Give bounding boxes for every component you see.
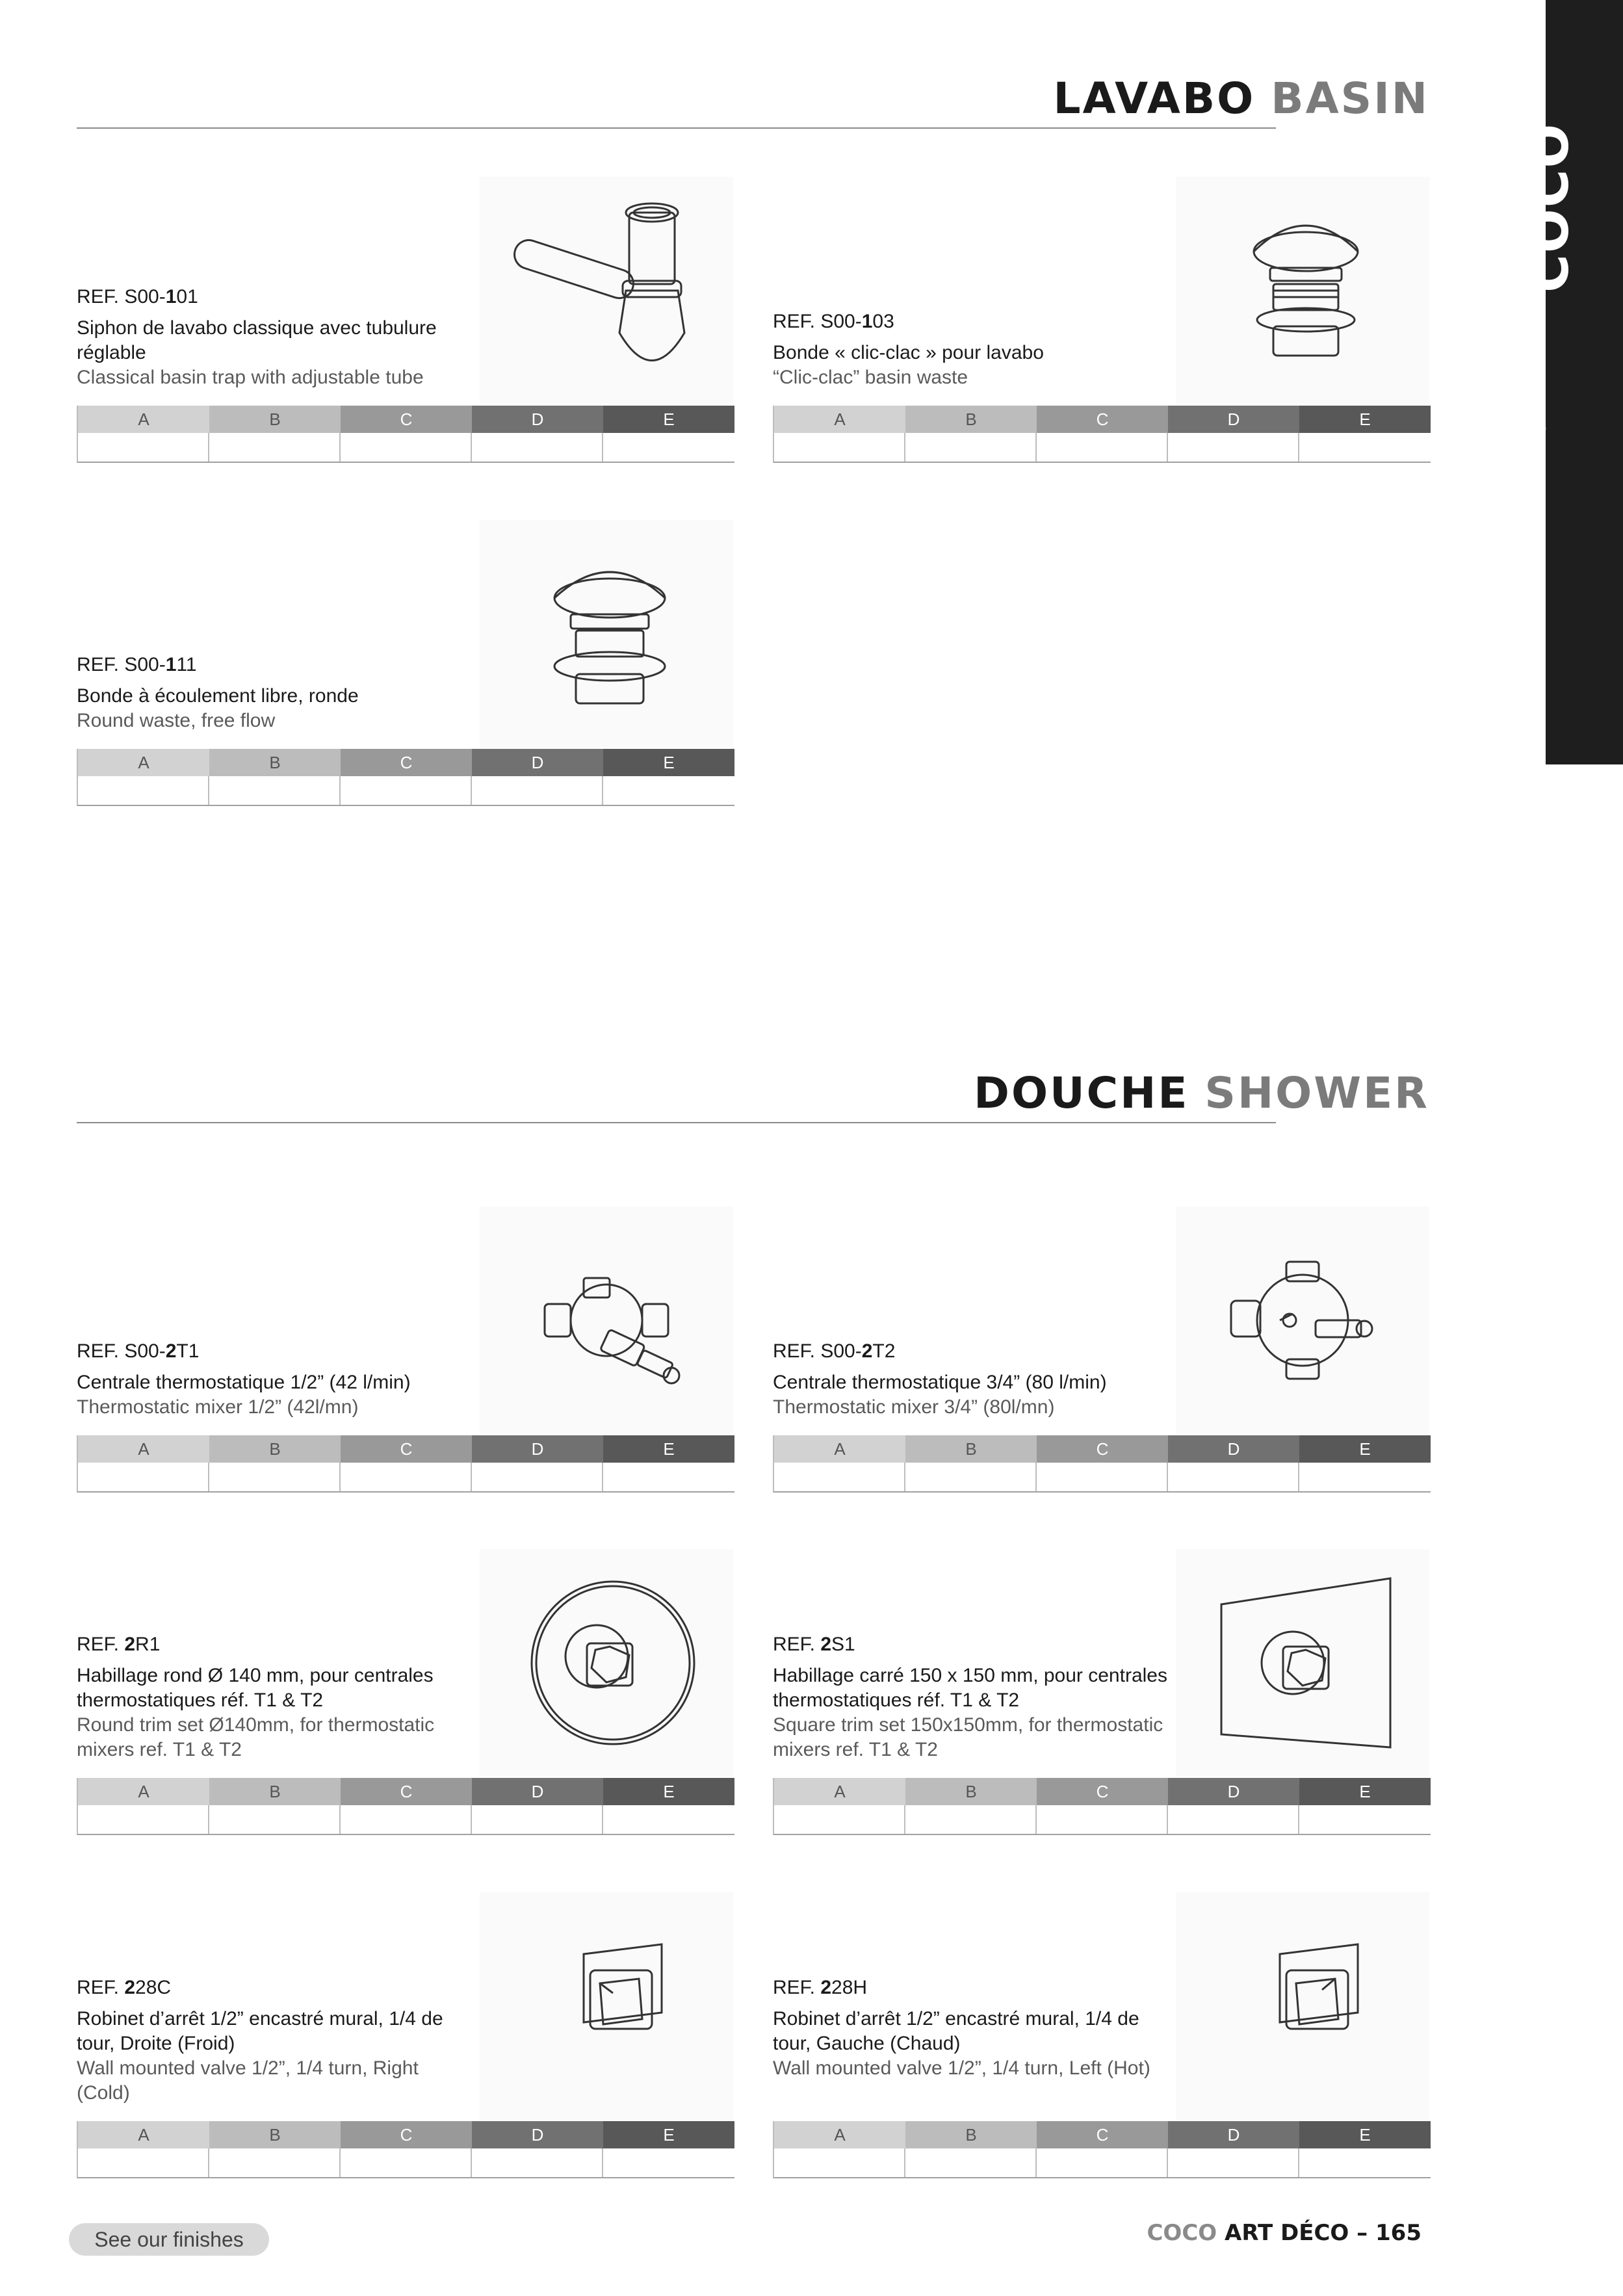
- finish-cell: [905, 1805, 1037, 1834]
- product-description-fr: Robinet d’arrêt 1/2” encastré mural, 1/4 de tour, Gauche (Chaud): [773, 2008, 1139, 2054]
- finish-table: [773, 1435, 1431, 1493]
- product-card: [77, 1207, 733, 1499]
- finish-header-a: A: [78, 1778, 209, 1805]
- finish-cell: [774, 2148, 905, 2177]
- finish-cell: [1299, 1805, 1431, 1834]
- finish-cell: [209, 1805, 341, 1834]
- product-ref: REF. 2R1: [77, 1634, 161, 1655]
- finish-header-c: C: [1037, 1778, 1168, 1805]
- finish-header-b: B: [209, 406, 341, 433]
- finish-cell: [603, 1463, 734, 1491]
- finish-table: [77, 2121, 734, 2178]
- finish-header-b: B: [905, 406, 1037, 433]
- finish-table: [773, 406, 1431, 463]
- finish-cell: [341, 433, 472, 462]
- section-title-basin: [1054, 73, 1429, 125]
- product-image: [1176, 1207, 1429, 1434]
- finish-header-d: D: [472, 1778, 603, 1805]
- finish-header-e: E: [603, 749, 734, 776]
- product-card: [773, 1207, 1429, 1499]
- finish-header-d: D: [1168, 1435, 1299, 1463]
- finish-cell: [78, 1463, 209, 1491]
- finish-cell: [1037, 1463, 1168, 1491]
- finish-table: [773, 2121, 1431, 2178]
- finish-header-e: E: [1299, 1778, 1431, 1805]
- product-description-en: Thermostatic mixer 3/4” (80l/mn): [773, 1396, 1055, 1418]
- finish-header-c: C: [1037, 406, 1168, 433]
- finish-cell: [905, 2148, 1037, 2177]
- product-image: [480, 177, 733, 404]
- section-rule-shower: [77, 1122, 1276, 1123]
- finish-header-a: A: [774, 1435, 905, 1463]
- finish-header-a: A: [774, 406, 905, 433]
- product-card: [773, 1892, 1429, 2185]
- finish-header-d: D: [472, 749, 603, 776]
- product-ref: REF. S00-111: [77, 654, 197, 675]
- product-description-fr: Siphon de lavabo classique avec tubulure réglable: [77, 317, 437, 363]
- footer-brand: COCO: [1147, 2220, 1217, 2246]
- section-title-shower-fr: DOUCHE: [974, 1068, 1189, 1118]
- product-image: [480, 1549, 733, 1777]
- finish-header-e: E: [603, 1778, 734, 1805]
- finish-cell: [603, 2148, 734, 2177]
- finish-header-e: E: [1299, 406, 1431, 433]
- finish-table: [77, 1435, 734, 1493]
- product-card: [77, 1892, 733, 2185]
- product-image: [1176, 177, 1429, 404]
- finish-cell: [1299, 433, 1431, 462]
- footer-page-label: ART DÉCO – 165: [1217, 2220, 1422, 2246]
- product-ref: REF. S00-2T2: [773, 1340, 896, 1362]
- finish-cell: [1299, 2148, 1431, 2177]
- finish-cell: [209, 2148, 341, 2177]
- square-trim-icon: [1195, 1565, 1410, 1760]
- product-description-en: Round waste, free flow: [77, 710, 276, 731]
- finish-cell: [774, 433, 905, 462]
- finish-cell: [1037, 1805, 1168, 1834]
- side-tab-brand: COCO: [1520, 122, 1580, 293]
- finish-header-d: D: [1168, 406, 1299, 433]
- finish-header-c: C: [341, 2121, 472, 2148]
- wall-valve-left-icon: [1195, 1909, 1410, 2104]
- finish-cell: [78, 2148, 209, 2177]
- finish-cell: [78, 776, 209, 805]
- finish-header-b: B: [209, 749, 341, 776]
- finish-cell: [472, 1805, 603, 1834]
- section-title-shower: [974, 1067, 1429, 1119]
- finish-cell: [1299, 1463, 1431, 1491]
- product-image: [480, 520, 733, 748]
- product-card: [773, 1549, 1429, 1842]
- finish-cell: [341, 1805, 472, 1834]
- finish-header-d: D: [472, 2121, 603, 2148]
- finish-header-a: A: [774, 1778, 905, 1805]
- finish-cell: [472, 2148, 603, 2177]
- side-tab: [1546, 0, 1623, 764]
- finish-cell: [603, 776, 734, 805]
- product-card: [77, 177, 733, 469]
- finish-header-e: E: [603, 406, 734, 433]
- product-ref: REF. S00-101: [77, 286, 198, 307]
- product-description-fr: Habillage rond Ø 140 mm, pour centrales thermostatiques réf. T1 & T2: [77, 1665, 434, 1711]
- finish-cell: [1168, 1463, 1299, 1491]
- side-tab-category: ROBINETTERIE: [1531, 312, 1550, 449]
- finish-header-b: B: [905, 1778, 1037, 1805]
- product-ref: REF. 228C: [77, 1977, 172, 1998]
- product-description-en: Square trim set 150x150mm, for thermostatic mixers ref. T1 & T2: [773, 1714, 1163, 1760]
- finish-header-d: D: [472, 406, 603, 433]
- finish-header-a: A: [78, 2121, 209, 2148]
- finish-header-e: E: [603, 1435, 734, 1463]
- finish-table: [773, 1778, 1431, 1835]
- product-image: [1176, 1892, 1429, 2120]
- finish-cell: [603, 1805, 734, 1834]
- finish-cell: [209, 433, 341, 462]
- finish-header-e: E: [1299, 1435, 1431, 1463]
- product-description-fr: Centrale thermostatique 3/4” (80 l/min): [773, 1372, 1107, 1393]
- product-description-fr: Centrale thermostatique 1/2” (42 l/min): [77, 1372, 411, 1393]
- product-ref: REF. S00-2T1: [77, 1340, 200, 1362]
- finish-cell: [341, 1463, 472, 1491]
- finish-table: [77, 749, 734, 806]
- product-description-fr: Robinet d’arrêt 1/2” encastré mural, 1/4 de tour, Droite (Froid): [77, 2008, 443, 2054]
- finish-header-b: B: [209, 1435, 341, 1463]
- finish-cell: [1168, 1805, 1299, 1834]
- section-rule-basin: [77, 127, 1276, 129]
- finish-cell: [472, 433, 603, 462]
- finish-table: [77, 406, 734, 463]
- see-finishes-button[interactable]: See our finishes: [69, 2223, 269, 2256]
- finish-header-c: C: [341, 406, 472, 433]
- finish-cell: [209, 1463, 341, 1491]
- finish-cell: [774, 1805, 905, 1834]
- finish-header-c: C: [341, 1435, 472, 1463]
- product-card: [77, 520, 733, 813]
- product-description-en: Classical basin trap with adjustable tube: [77, 367, 424, 388]
- finish-table: [77, 1778, 734, 1835]
- finish-header-d: D: [1168, 2121, 1299, 2148]
- finish-cell: [1037, 2148, 1168, 2177]
- finish-header-b: B: [209, 2121, 341, 2148]
- product-ref: REF. 228H: [773, 1977, 868, 1998]
- round-trim-icon: [499, 1565, 714, 1760]
- finish-header-d: D: [472, 1435, 603, 1463]
- section-title-basin-en: BASIN: [1271, 73, 1429, 124]
- finish-cell: [905, 433, 1037, 462]
- finish-header-e: E: [603, 2121, 734, 2148]
- product-description-en: Wall mounted valve 1/2”, 1/4 turn, Right (Cold): [77, 2057, 419, 2104]
- click-clack-waste-icon: [1195, 193, 1410, 388]
- finish-header-d: D: [1168, 1778, 1299, 1805]
- product-image: [1176, 1549, 1429, 1777]
- finish-cell: [341, 2148, 472, 2177]
- product-description-fr: Bonde à écoulement libre, ronde: [77, 685, 359, 707]
- product-description-en: “Clic-clac” basin waste: [773, 367, 968, 388]
- finish-cell: [209, 776, 341, 805]
- basin-trap-icon: [499, 193, 714, 388]
- product-card: [773, 177, 1429, 469]
- product-description-en: Thermostatic mixer 1/2” (42l/mn): [77, 1396, 359, 1418]
- product-description-en: Round trim set Ø140mm, for thermostatic mixers ref. T1 & T2: [77, 1714, 435, 1760]
- finish-header-b: B: [905, 2121, 1037, 2148]
- product-ref: REF. S00-103: [773, 311, 894, 332]
- finish-header-c: C: [1037, 1435, 1168, 1463]
- wall-valve-right-icon: [499, 1909, 714, 2104]
- product-image: [480, 1207, 733, 1434]
- finish-header-a: A: [78, 406, 209, 433]
- finish-header-a: A: [78, 749, 209, 776]
- product-description-fr: Bonde « clic-clac » pour lavabo: [773, 342, 1044, 363]
- page-footer: [1147, 2213, 1422, 2252]
- finish-header-b: B: [905, 1435, 1037, 1463]
- finish-cell: [1168, 433, 1299, 462]
- product-card: [77, 1549, 733, 1842]
- finish-cell: [1037, 433, 1168, 462]
- finish-cell: [341, 776, 472, 805]
- finish-cell: [78, 1805, 209, 1834]
- finish-header-c: C: [1037, 2121, 1168, 2148]
- finish-cell: [603, 433, 734, 462]
- finish-cell: [472, 776, 603, 805]
- thermostatic-mixer-large-icon: [1195, 1223, 1410, 1418]
- finish-header-a: A: [78, 1435, 209, 1463]
- product-description-en: Wall mounted valve 1/2”, 1/4 turn, Left (Hot): [773, 2057, 1150, 2079]
- finish-header-a: A: [774, 2121, 905, 2148]
- product-ref: REF. 2S1: [773, 1634, 855, 1655]
- product-image: [480, 1892, 733, 2120]
- finish-cell: [1168, 2148, 1299, 2177]
- product-description-fr: Habillage carré 150 x 150 mm, pour centrales thermostatiques réf. T1 & T2: [773, 1665, 1167, 1711]
- thermostatic-mixer-icon: [499, 1223, 714, 1418]
- finish-header-c: C: [341, 749, 472, 776]
- finish-cell: [78, 433, 209, 462]
- round-waste-icon: [499, 536, 714, 731]
- finish-header-e: E: [1299, 2121, 1431, 2148]
- section-title-shower-en: SHOWER: [1204, 1068, 1429, 1118]
- finish-header-b: B: [209, 1778, 341, 1805]
- section-title-basin-fr: LAVABO: [1053, 73, 1256, 124]
- finish-header-c: C: [341, 1778, 472, 1805]
- finish-cell: [774, 1463, 905, 1491]
- finish-cell: [472, 1463, 603, 1491]
- finish-cell: [905, 1463, 1037, 1491]
